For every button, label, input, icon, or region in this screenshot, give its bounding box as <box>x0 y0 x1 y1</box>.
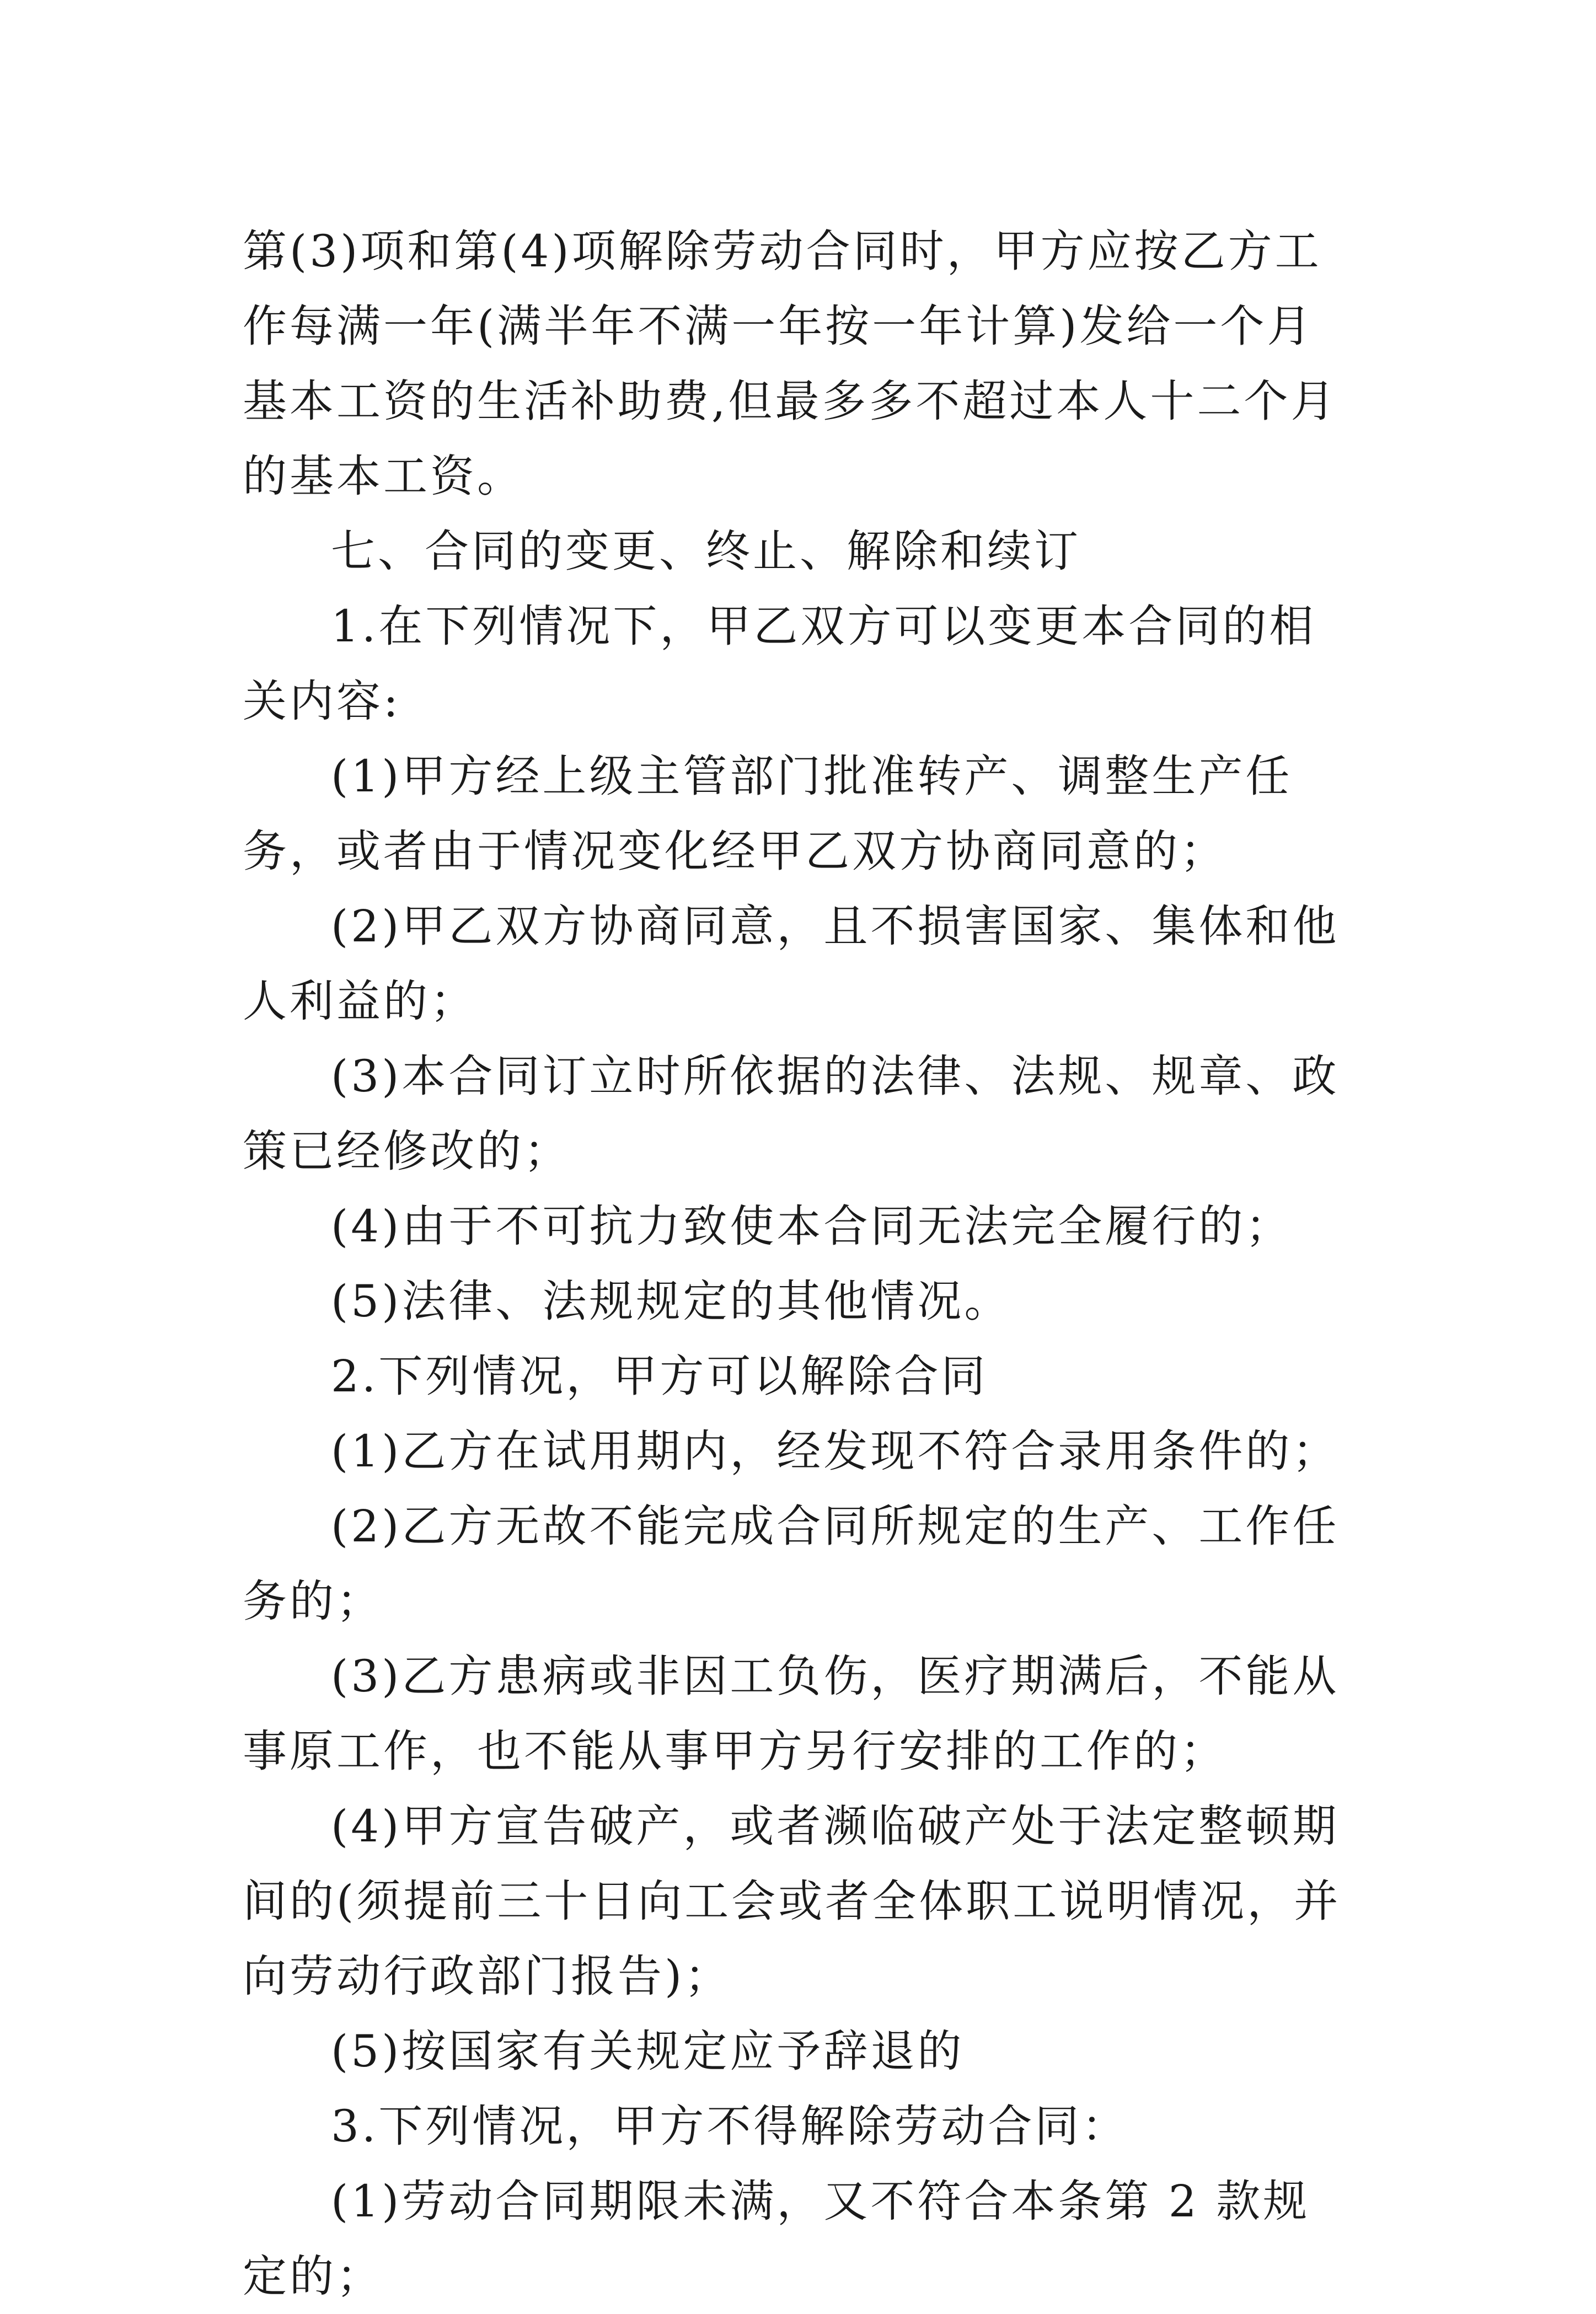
clause-2-item-5: (5)按国家有关规定应予辞退的 <box>331 2026 965 2077</box>
clause-1-item-2: (2)甲乙双方协商同意，且不损害国家、集体和他人利益的； <box>243 901 1340 1027</box>
clause-1-item-1: (1)甲方经上级主管部门批准转产、调整生产任务，或者由于情况变化经甲乙双方协商同意的； <box>243 751 1293 877</box>
clause-3-item-1: (1)劳动合同期限未满，又不符合本条第 2 款规定的； <box>243 2176 1310 2302</box>
clause-3-heading: 3.下列情况，甲方不得解除劳动合同： <box>331 2101 1129 2152</box>
clause-2-item-4: (4)甲方宣告破产，或者濒临破产处于法定整顿期间的(须提前三十日向工会或者全体职工说明情况，并向劳动行政部门报告)； <box>243 1801 1341 2002</box>
document-body <box>243 214 1357 2314</box>
clause-2-heading: 2.下列情况，甲方可以解除合同 <box>331 1351 988 1402</box>
clause-1-item-5: (5)法律、法规规定的其他情况。 <box>331 1276 1011 1327</box>
section-heading-7: 七、合同的变更、终止、解除和续订 <box>331 526 1081 577</box>
clause-1-heading: 1.在下列情况下，甲乙双方可以变更本合同的相关内容: <box>243 601 1316 727</box>
clause-2-item-3: (3)乙方患病或非因工负伤，医疗期满后，不能从事原工作，也不能从事甲方另行安排的工作的； <box>243 1651 1340 1777</box>
paragraph-continuation: 第(3)项和第(4)项解除劳动合同时，甲方应按乙方工作每满一年(满半年不满一年按一年计算)发给一个月基本工资的生活补助费,但最多多不超过本人十二个月的基本工资。 <box>243 226 1338 502</box>
clause-2-item-2: (2)乙方无故不能完成合同所规定的生产、工作任务的； <box>243 1501 1340 1627</box>
clause-1-item-4: (4)由于不可抗力致使本合同无法完全履行的； <box>331 1201 1293 1252</box>
clause-1-item-3: (3)本合同订立时所依据的法律、法规、规章、政策已经修改的； <box>243 1051 1340 1177</box>
clause-2-item-1: (1)乙方在试用期内，经发现不符合录用条件的； <box>331 1426 1340 1477</box>
